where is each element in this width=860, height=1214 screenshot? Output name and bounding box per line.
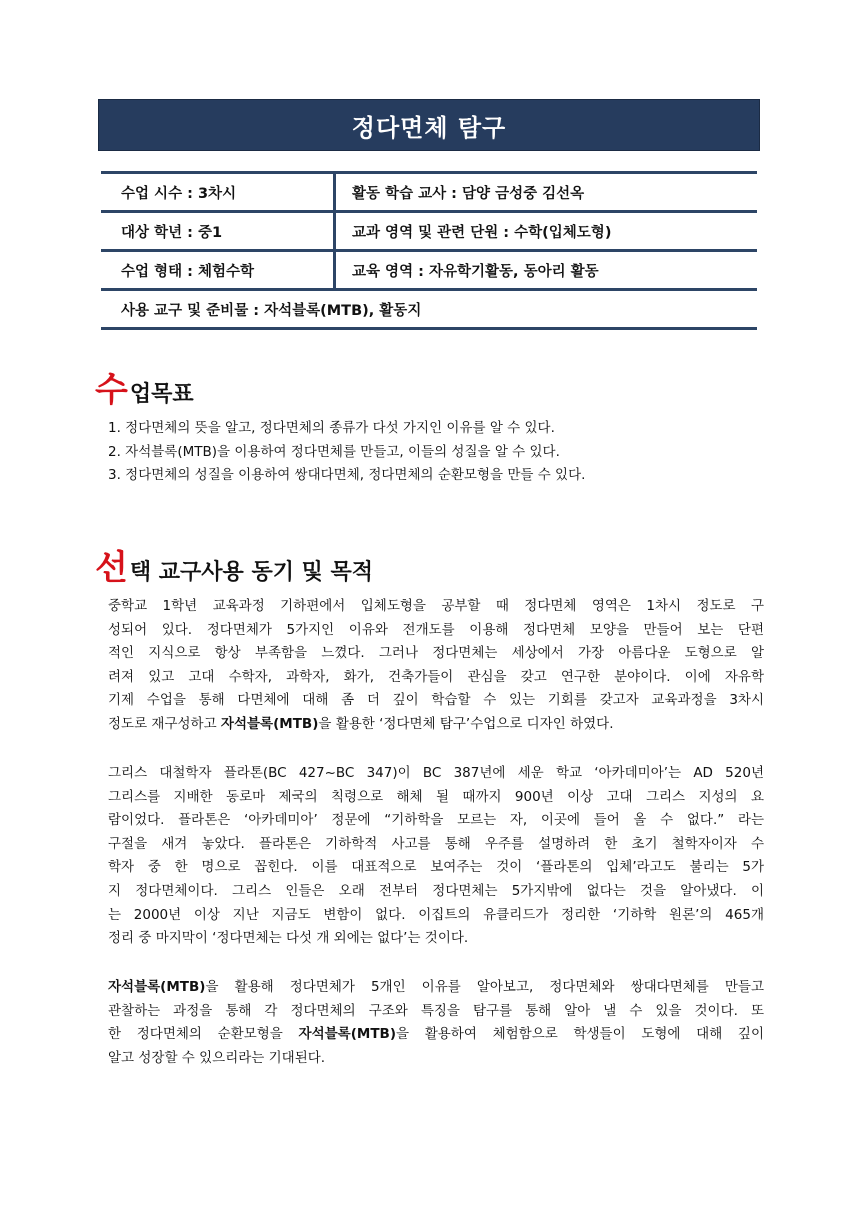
info-row (101, 252, 757, 291)
text-line: 성되어 있다. 정다면체가 5가지인 이유와 전개도를 이용해 정다면체 모양을 만들어 보는 단편 (108, 621, 764, 638)
text-line: 그리스를 지배한 동로마 제국의 칙령으로 해체 될 때까지 900년 이상 고대 그리스 지성의 요 (108, 788, 764, 805)
text-line: 기제 수업을 통해 다면체에 대해 좀 더 깊이 학습할 수 있는 기회를 갖고자 교육과정을 3차시 (108, 692, 764, 709)
info-table (101, 171, 757, 330)
text-line: 학자 중 한 명으로 꼽힌다. 이를 대표적으로 보여주는 것이 ‘플라톤의 입체’라고도 불리는 5가 (108, 859, 764, 876)
paragraph-1 (108, 595, 764, 737)
purpose-heading (95, 540, 373, 589)
text-line: 지 정다면체이다. 그리스 인들은 오래 전부터 정다면체는 5가지밖에 없다는 것을 알아냈다. 이 (108, 882, 764, 899)
purpose-heading-initial: 선 (95, 548, 128, 588)
text-run: 을 활용하여 체험함으로 학생들이 도형에 대해 깊이 (395, 1026, 765, 1043)
text-run: 을 활용한 ‘정다면체 탐구’수업으로 디자인 하였다. (318, 715, 614, 732)
target-grade: 대상 학년 : 중1 (101, 213, 336, 249)
text-run: 정도로 재구성하고 (108, 715, 221, 732)
text-line: 그리스 대철학자 플라톤(BC 427~BC 347)이 BC 387년에 세운 학교 ‘아카데미아’는 AD 520년 (108, 765, 764, 781)
purpose-heading-rest: 택 교구사용 동기 및 목적 (129, 560, 374, 585)
goal-item: 3. 정다면체의 성질을 이용하여 쌍대다면체, 정다면체의 순환모형을 만들 수 있다. (108, 467, 586, 483)
lesson-hours: 수업 시수 : 3차시 (101, 174, 336, 210)
page-title: 정다면체 탐구 (98, 99, 760, 151)
text-line: 중학교 1학년 교육과정 기하편에서 입체도형을 공부할 때 정다면체 영역은 1차시 정도로 구 (108, 598, 764, 614)
text-line: 구절을 새겨 놓았다. 플라톤은 기하학적 사고를 통해 우주를 설명하려 한 초기 철학자이자 수 (108, 835, 764, 852)
text-line (108, 976, 764, 1000)
text-line (108, 1023, 764, 1047)
info-row (101, 291, 757, 330)
text-line: 정리 중 마지막이 ‘정다면체는 다섯 개 외에는 없다’는 것이다. (108, 930, 469, 947)
goal-item: 2. 자석블록(MTB)을 이용하여 정다면체를 만들고, 이들의 성질을 알 수 있다. (108, 443, 560, 460)
goals-list (108, 417, 585, 488)
goals-heading-rest: 업목표 (129, 382, 194, 407)
text-line: 려져 있고 고대 수학자, 과학자, 화가, 건축가들이 관심을 갖고 연구한 분야이다. 이에 자유학 (108, 668, 764, 685)
education-area: 교육 영역 : 자유학기활동, 동아리 활동 (352, 263, 599, 280)
info-row (101, 213, 757, 252)
text-bold: 자석블록(MTB) (298, 1026, 396, 1043)
class-type: 수업 형태 : 체험수학 (101, 252, 336, 288)
goal-item: 1. 정다면체의 뜻을 알고, 정다면체의 종류가 다섯 가지인 이유를 알 수 있다. (108, 420, 555, 436)
text-run: 한 정다면체의 순환모형을 (108, 1026, 299, 1043)
text-run: 을 활용해 정다면체가 5개인 이유를 알아보고, 정다면체와 쌍대다면체를 만들고 (205, 979, 764, 995)
info-row (101, 174, 757, 213)
paragraph-3 (108, 976, 764, 1070)
subject-area: 교과 영역 및 관련 단원 : 수학(입체도형) (352, 224, 612, 241)
text-line: 알고 성장할 수 있으리라는 기대된다. (108, 1049, 326, 1066)
teacher: 활동 학습 교사 : 담양 금성중 김선옥 (352, 185, 585, 202)
paragraph-2 (108, 762, 764, 951)
text-line: 관찰하는 과정을 통해 각 정다면체의 구조와 특징을 탐구를 통해 알아 낼 수 있을 것이다. 또 (108, 1002, 764, 1019)
text-bold: 자석블록(MTB) (220, 715, 319, 732)
text-line (108, 713, 764, 737)
text-line: 람이었다. 플라톤은 ‘아카데미아’ 정문에 “기하학을 모르는 자, 이곳에 들어 올 수 없다.” 라는 (108, 812, 764, 829)
text-line: 는 2000년 이상 지난 지금도 변함이 없다. 이집트의 유클리드가 정리한 ‘기하학 원론’의 465개 (108, 906, 764, 923)
text-bold: 자석블록(MTB) (108, 979, 206, 995)
goals-heading-initial: 수 (95, 370, 128, 410)
goals-heading (95, 362, 194, 411)
text-line: 적인 지식으로 항상 부족함을 느꼈다. 그러나 정다면체는 세상에서 가장 아름다운 도형으로 알 (108, 645, 764, 662)
materials: 사용 교구 및 준비물 : 자석블록(MTB), 활동지 (121, 302, 422, 319)
